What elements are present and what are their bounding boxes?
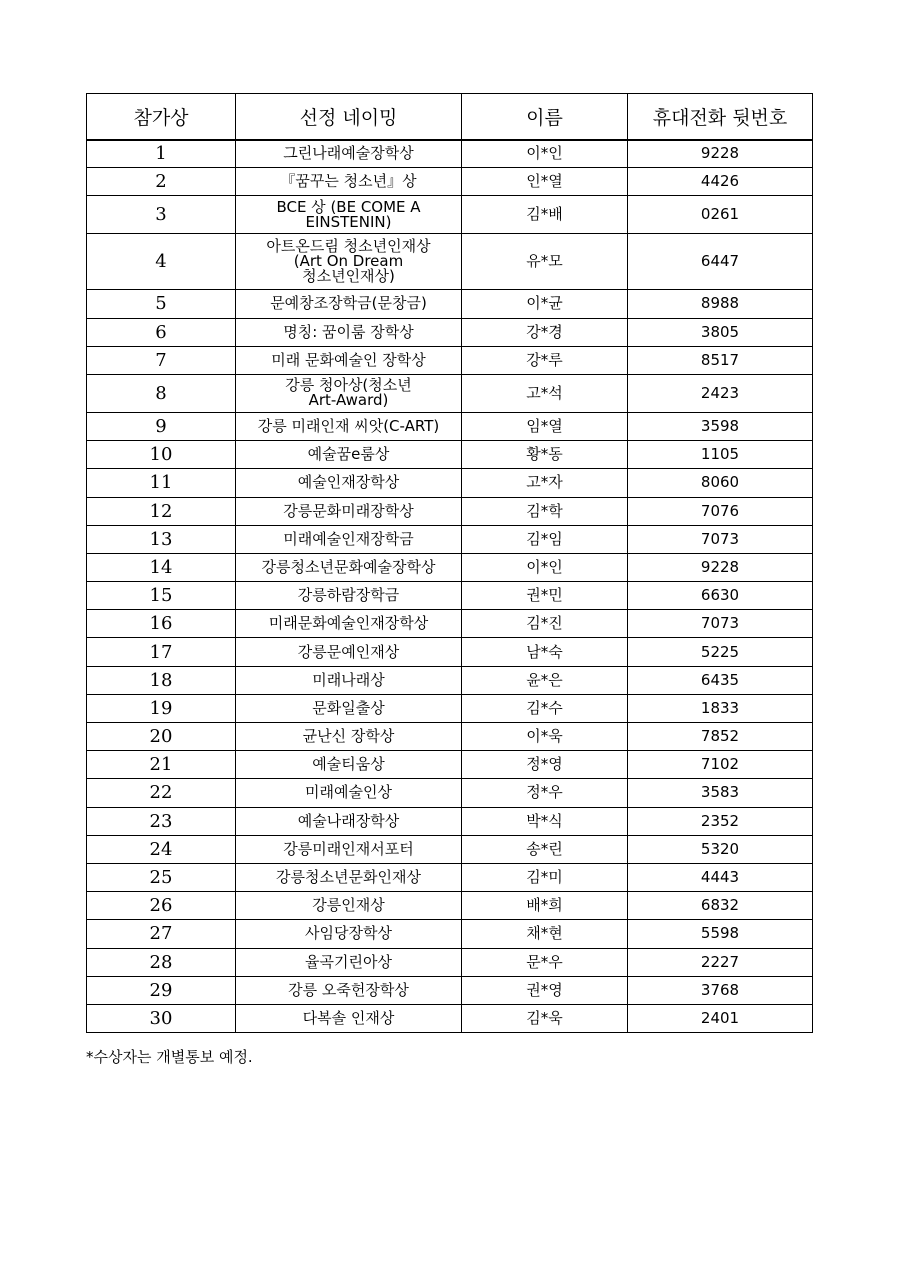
award-name-cell: 미래 문화예술인 장학상 bbox=[236, 346, 462, 374]
table-row bbox=[87, 234, 813, 290]
recipient-name-cell: 김*수 bbox=[462, 694, 628, 722]
phone-suffix-cell: 3598 bbox=[628, 412, 813, 440]
award-number-cell: 19 bbox=[87, 694, 236, 722]
phone-suffix-cell: 5225 bbox=[628, 638, 813, 666]
award-name-cell: 강릉미래인재서포터 bbox=[236, 835, 462, 863]
award-number-cell: 8 bbox=[87, 374, 236, 412]
award-number-cell: 25 bbox=[87, 863, 236, 891]
award-number-cell: 13 bbox=[87, 525, 236, 553]
phone-suffix-cell: 4443 bbox=[628, 863, 813, 891]
recipient-name-cell: 이*인 bbox=[462, 553, 628, 581]
recipient-name-cell: 남*숙 bbox=[462, 638, 628, 666]
table-row bbox=[87, 374, 813, 412]
award-name-cell: 강릉 오죽헌장학상 bbox=[236, 976, 462, 1004]
phone-suffix-cell: 6447 bbox=[628, 234, 813, 290]
phone-suffix-cell: 6630 bbox=[628, 582, 813, 610]
award-name-cell: 미래나래상 bbox=[236, 666, 462, 694]
recipient-name-cell: 김*진 bbox=[462, 610, 628, 638]
table-row bbox=[87, 751, 813, 779]
award-name-cell: 그린나래예술장학상 bbox=[236, 140, 462, 168]
table-row bbox=[87, 196, 813, 234]
phone-suffix-cell: 4426 bbox=[628, 168, 813, 196]
table-row bbox=[87, 1004, 813, 1032]
table-body bbox=[87, 140, 813, 1033]
table-row bbox=[87, 582, 813, 610]
award-name-cell: 강릉 미래인재 씨앗(C-ART) bbox=[236, 412, 462, 440]
table-row bbox=[87, 346, 813, 374]
award-name-cell: 아트온드림 청소년인재상 (Art On Dream 청소년인재상) bbox=[236, 234, 462, 290]
recipient-name-cell: 문*우 bbox=[462, 948, 628, 976]
award-number-cell: 26 bbox=[87, 892, 236, 920]
phone-suffix-cell: 3805 bbox=[628, 318, 813, 346]
award-name-cell: 강릉인재상 bbox=[236, 892, 462, 920]
phone-suffix-cell: 0261 bbox=[628, 196, 813, 234]
phone-suffix-cell: 2401 bbox=[628, 1004, 813, 1032]
phone-suffix-cell: 3583 bbox=[628, 779, 813, 807]
recipient-name-cell: 김*배 bbox=[462, 196, 628, 234]
award-number-cell: 2 bbox=[87, 168, 236, 196]
table-row bbox=[87, 412, 813, 440]
phone-suffix-cell: 2352 bbox=[628, 807, 813, 835]
table-row bbox=[87, 638, 813, 666]
table-row bbox=[87, 976, 813, 1004]
award-number-cell: 21 bbox=[87, 751, 236, 779]
phone-suffix-cell: 1833 bbox=[628, 694, 813, 722]
award-name-cell: 강릉청소년문화예술장학상 bbox=[236, 553, 462, 581]
award-name-cell: 강릉청소년문화인재상 bbox=[236, 863, 462, 891]
award-number-cell: 5 bbox=[87, 290, 236, 318]
recipient-name-cell: 황*동 bbox=[462, 441, 628, 469]
recipient-name-cell: 김*학 bbox=[462, 497, 628, 525]
award-name-cell: 문화일출상 bbox=[236, 694, 462, 722]
header-phone-suffix: 휴대전화 뒷번호 bbox=[628, 94, 813, 140]
award-name-cell: 예술꿈e룸상 bbox=[236, 441, 462, 469]
recipient-name-cell: 채*현 bbox=[462, 920, 628, 948]
table-row bbox=[87, 553, 813, 581]
recipient-name-cell: 박*식 bbox=[462, 807, 628, 835]
recipient-name-cell: 윤*은 bbox=[462, 666, 628, 694]
table-row bbox=[87, 807, 813, 835]
table-row bbox=[87, 469, 813, 497]
table-row bbox=[87, 779, 813, 807]
table-row bbox=[87, 140, 813, 168]
table-row bbox=[87, 497, 813, 525]
table-row bbox=[87, 920, 813, 948]
award-number-cell: 6 bbox=[87, 318, 236, 346]
award-name-cell: 강릉 청아상(청소년 Art-Award) bbox=[236, 374, 462, 412]
phone-suffix-cell: 6435 bbox=[628, 666, 813, 694]
phone-suffix-cell: 5598 bbox=[628, 920, 813, 948]
recipient-name-cell: 유*모 bbox=[462, 234, 628, 290]
award-number-cell: 12 bbox=[87, 497, 236, 525]
table-row bbox=[87, 948, 813, 976]
table-row bbox=[87, 441, 813, 469]
award-name-cell: 예술나래장학상 bbox=[236, 807, 462, 835]
header-award-name: 선정 네이밍 bbox=[236, 94, 462, 140]
award-number-cell: 1 bbox=[87, 140, 236, 168]
table-row bbox=[87, 610, 813, 638]
award-number-cell: 18 bbox=[87, 666, 236, 694]
award-name-cell: 명칭: 꿈이룸 장학상 bbox=[236, 318, 462, 346]
award-number-cell: 14 bbox=[87, 553, 236, 581]
phone-suffix-cell: 7102 bbox=[628, 751, 813, 779]
phone-suffix-cell: 9228 bbox=[628, 553, 813, 581]
table-row bbox=[87, 168, 813, 196]
award-name-cell: 예술티움상 bbox=[236, 751, 462, 779]
header-recipient-name: 이름 bbox=[462, 94, 628, 140]
recipient-name-cell: 김*미 bbox=[462, 863, 628, 891]
award-number-cell: 20 bbox=[87, 723, 236, 751]
award-number-cell: 11 bbox=[87, 469, 236, 497]
award-number-cell: 10 bbox=[87, 441, 236, 469]
award-number-cell: 22 bbox=[87, 779, 236, 807]
award-number-cell: 15 bbox=[87, 582, 236, 610]
phone-suffix-cell: 8060 bbox=[628, 469, 813, 497]
recipient-name-cell: 배*희 bbox=[462, 892, 628, 920]
award-number-cell: 7 bbox=[87, 346, 236, 374]
table-row bbox=[87, 723, 813, 751]
phone-suffix-cell: 8988 bbox=[628, 290, 813, 318]
award-number-cell: 17 bbox=[87, 638, 236, 666]
recipient-name-cell: 고*자 bbox=[462, 469, 628, 497]
recipient-name-cell: 김*욱 bbox=[462, 1004, 628, 1032]
award-number-cell: 9 bbox=[87, 412, 236, 440]
phone-suffix-cell: 7852 bbox=[628, 723, 813, 751]
awards-table bbox=[86, 93, 813, 1033]
recipient-name-cell: 임*열 bbox=[462, 412, 628, 440]
recipient-name-cell: 이*균 bbox=[462, 290, 628, 318]
award-name-cell: 예술인재장학상 bbox=[236, 469, 462, 497]
phone-suffix-cell: 8517 bbox=[628, 346, 813, 374]
phone-suffix-cell: 2423 bbox=[628, 374, 813, 412]
phone-suffix-cell: 7076 bbox=[628, 497, 813, 525]
award-name-cell: 율곡기린아상 bbox=[236, 948, 462, 976]
award-number-cell: 16 bbox=[87, 610, 236, 638]
recipient-name-cell: 송*린 bbox=[462, 835, 628, 863]
recipient-name-cell: 이*욱 bbox=[462, 723, 628, 751]
award-name-cell: 미래예술인상 bbox=[236, 779, 462, 807]
award-name-cell: 강릉문화미래장학상 bbox=[236, 497, 462, 525]
award-number-cell: 23 bbox=[87, 807, 236, 835]
table-row bbox=[87, 525, 813, 553]
recipient-name-cell: 권*영 bbox=[462, 976, 628, 1004]
award-name-cell: 문예창조장학금(문창금) bbox=[236, 290, 462, 318]
table-row bbox=[87, 892, 813, 920]
award-name-cell: 강릉하람장학금 bbox=[236, 582, 462, 610]
header-award-no: 참가상 bbox=[87, 94, 236, 140]
recipient-name-cell: 강*경 bbox=[462, 318, 628, 346]
table-row bbox=[87, 835, 813, 863]
table-header-row bbox=[87, 94, 813, 140]
award-number-cell: 30 bbox=[87, 1004, 236, 1032]
table-row bbox=[87, 694, 813, 722]
award-name-cell: 미래예술인재장학금 bbox=[236, 525, 462, 553]
award-number-cell: 27 bbox=[87, 920, 236, 948]
award-name-cell: 『꿈꾸는 청소년』상 bbox=[236, 168, 462, 196]
award-name-cell: BCE 상 (BE COME A EINSTENIN) bbox=[236, 196, 462, 234]
award-name-cell: 균난신 장학상 bbox=[236, 723, 462, 751]
award-number-cell: 29 bbox=[87, 976, 236, 1004]
footnote: *수상자는 개별통보 예정. bbox=[86, 1048, 253, 1066]
table-row bbox=[87, 666, 813, 694]
award-name-cell: 사임당장학상 bbox=[236, 920, 462, 948]
phone-suffix-cell: 5320 bbox=[628, 835, 813, 863]
award-number-cell: 4 bbox=[87, 234, 236, 290]
table-row bbox=[87, 318, 813, 346]
phone-suffix-cell: 7073 bbox=[628, 610, 813, 638]
award-number-cell: 3 bbox=[87, 196, 236, 234]
table-row bbox=[87, 290, 813, 318]
award-number-cell: 24 bbox=[87, 835, 236, 863]
table-row bbox=[87, 863, 813, 891]
phone-suffix-cell: 2227 bbox=[628, 948, 813, 976]
award-number-cell: 28 bbox=[87, 948, 236, 976]
phone-suffix-cell: 6832 bbox=[628, 892, 813, 920]
recipient-name-cell: 이*인 bbox=[462, 140, 628, 168]
recipient-name-cell: 강*루 bbox=[462, 346, 628, 374]
recipient-name-cell: 고*석 bbox=[462, 374, 628, 412]
award-name-cell: 미래문화예술인재장학상 bbox=[236, 610, 462, 638]
recipient-name-cell: 김*임 bbox=[462, 525, 628, 553]
award-name-cell: 강릉문예인재상 bbox=[236, 638, 462, 666]
recipient-name-cell: 정*영 bbox=[462, 751, 628, 779]
phone-suffix-cell: 1105 bbox=[628, 441, 813, 469]
award-name-cell: 다복솔 인재상 bbox=[236, 1004, 462, 1032]
phone-suffix-cell: 9228 bbox=[628, 140, 813, 168]
phone-suffix-cell: 3768 bbox=[628, 976, 813, 1004]
recipient-name-cell: 권*민 bbox=[462, 582, 628, 610]
phone-suffix-cell: 7073 bbox=[628, 525, 813, 553]
recipient-name-cell: 인*열 bbox=[462, 168, 628, 196]
recipient-name-cell: 정*우 bbox=[462, 779, 628, 807]
